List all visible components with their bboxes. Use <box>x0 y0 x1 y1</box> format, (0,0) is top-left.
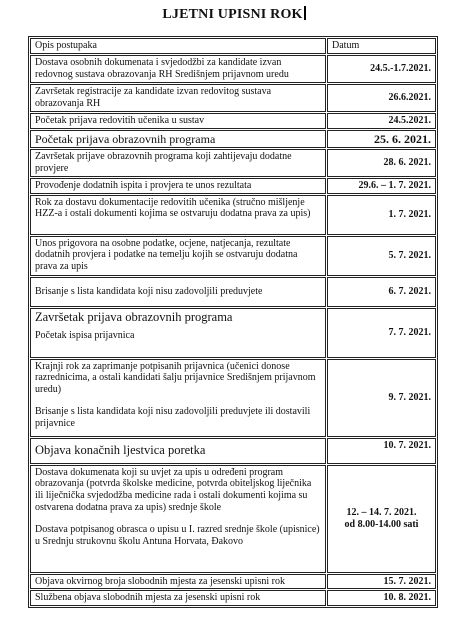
row-text: Provođenje dodatnih ispita i provjera te unos rezultata <box>35 179 252 191</box>
row-text: Završetak registracije za kandidate izvan redovitog sustava obrazovanja RH <box>35 85 272 109</box>
table-row <box>30 236 436 276</box>
row-description <box>30 236 326 276</box>
row-text: Početak prijava obrazovnih programa <box>35 131 216 146</box>
row-date: 26.6.2021. <box>327 84 436 112</box>
row-date: 10. 8. 2021. <box>327 590 436 606</box>
row-description <box>30 149 326 177</box>
title-text: LJETNI UPISNI ROK <box>162 7 303 22</box>
row-text: Dostava dokumenata koji su uvjet za upis u određeni program obrazovanja (potvrda školske medicine, potvrda obiteljskog liječnika ili liječnička svjedodžba medicine rada i ostali dokumenti kojima su ostvarena dodatna prava za upis) srednje škole <box>35 466 312 513</box>
table-row <box>30 178 436 194</box>
row-date: 5. 7. 2021. <box>327 236 436 276</box>
table-row <box>30 55 436 83</box>
table-row <box>30 308 436 358</box>
table-row <box>30 84 436 112</box>
row-date: 7. 7. 2021. <box>327 308 436 358</box>
row-description <box>30 195 326 235</box>
table-row <box>30 438 436 464</box>
table-row <box>30 574 436 590</box>
row-date: 10. 7. 2021. <box>327 438 436 464</box>
row-date-hours: od 8.00-14.00 sati <box>344 518 419 530</box>
row-text: Objava okvirnog broja slobodnih mjesta za jesenski upisni rok <box>35 575 285 587</box>
table-row <box>30 130 436 148</box>
row-date-range: 12. – 14. 7. 2021. <box>346 506 417 518</box>
row-description <box>30 113 326 129</box>
table-header-row <box>30 38 436 54</box>
row-text: Početak prijava redovitih učenika u sustav <box>35 114 205 126</box>
row-date: 24.5.2021. <box>327 113 436 129</box>
table-row <box>30 195 436 235</box>
row-text: Brisanje s lista kandidata koji nisu zadovoljili preduvjete <box>35 285 263 297</box>
row-description <box>30 55 326 83</box>
table-row <box>30 590 436 606</box>
row-text: Službena objava slobodnih mjesta za jesenski upisni rok <box>35 592 261 604</box>
row-text: Dostava potpisanog obrasca o upisu u I. razred srednje škole (upisnice) u Srednju strukovnu školu Antuna Horvata, Đakovo <box>35 523 320 547</box>
row-text: Rok za dostavu dokumentacije redovitih učenika (stručno mišljenje HZZ-a i ostali dokumenti kojima se ostvaruju dodatna prava za upis) <box>35 196 311 220</box>
row-text: Dostava osobnih dokumenata i svjedodžbi za kandidate izvan redovnog sustava obrazovanja RH Središnjem prijavnom uredu <box>35 56 289 80</box>
row-description <box>30 465 326 573</box>
header-date: Datum <box>327 38 436 54</box>
table-row <box>30 149 436 177</box>
row-description <box>30 574 326 590</box>
row-description <box>30 178 326 194</box>
row-text: Objava konačnih ljestvica poretka <box>35 443 206 458</box>
row-date: 29.6. – 1. 7. 2021. <box>327 178 436 194</box>
table-row <box>30 277 436 307</box>
table-row <box>30 465 436 573</box>
row-text: Krajnji rok za zaprimanje potpisanih prijavnica (učenici donose razrednicima, a ostali kandidati šalju prijavnice Središnjem prijavnom uredu) <box>35 360 316 396</box>
row-description <box>30 590 326 606</box>
row-text: Početak ispisa prijavnica <box>35 330 135 342</box>
row-date: 1. 7. 2021. <box>327 195 436 235</box>
row-description <box>30 308 326 358</box>
row-date <box>327 465 436 573</box>
row-description <box>30 438 326 464</box>
row-date: 6. 7. 2021. <box>327 277 436 307</box>
table-row <box>30 113 436 129</box>
row-date: 24.5.-1.7.2021. <box>327 55 436 83</box>
row-date: 25. 6. 2021. <box>327 130 436 148</box>
row-description <box>30 130 326 148</box>
page-title <box>0 6 468 23</box>
header-description: Opis postupaka <box>30 38 326 54</box>
table-row <box>30 359 436 437</box>
schedule-table <box>28 36 438 608</box>
row-date: 15. 7. 2021. <box>327 574 436 590</box>
row-description <box>30 84 326 112</box>
row-text: Završetak prijave obrazovnih programa koji zahtijevaju dodatne provjere <box>35 150 292 174</box>
row-text: Unos prigovora na osobne podatke, ocjene, natjecanja, rezultate dodatnih provjera i podatke na temelju kojih se ostvaruju dodatna prava za upis <box>35 237 298 273</box>
text-cursor <box>304 6 306 20</box>
row-description <box>30 359 326 437</box>
row-text: Završetak prijava obrazovnih programa <box>35 309 233 324</box>
row-text: Brisanje s lista kandidata koji nisu zadovoljili preduvjete ili dostavili prijavnice <box>35 405 311 429</box>
row-date: 28. 6. 2021. <box>327 149 436 177</box>
row-date: 9. 7. 2021. <box>327 359 436 437</box>
row-description <box>30 277 326 307</box>
